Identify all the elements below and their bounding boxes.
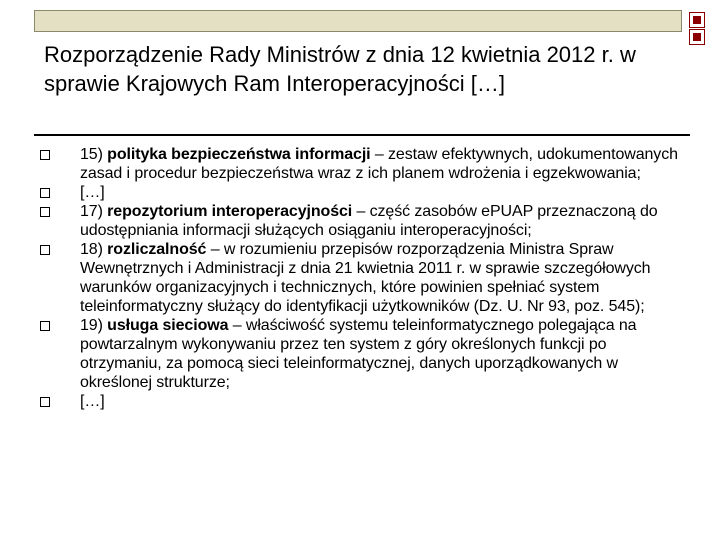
slide-title: Rozporządzenie Rady Ministrów z dnia 12 kwietnia 2012 r. w sprawie Krajowych Ram Interoperacyjności […] [44,42,636,96]
item-number: 18) [80,241,108,258]
square-bullet-icon [40,150,50,160]
item-number: 17) [80,203,108,220]
list-item [30,145,690,183]
definitions-list [30,145,690,411]
item-term: repozytorium interoperacyjności [107,203,353,220]
decorative-square-bottom [689,29,705,45]
title-divider [34,134,690,136]
list-item [30,202,690,240]
item-text: – część zasobów ePUAP przeznaczoną do udostępniania informacji służących osiąganiu interoperacyjności; [80,203,658,239]
item-term: usługa sieciowa [107,317,229,334]
list-item [30,183,690,202]
item-text: – zestaw efektywnych, udokumentowanych zasad i procedur bezpieczeństwa wraz z ich planem wdrożenia i egzekwowania; [80,146,678,182]
square-bullet-icon [40,188,50,198]
square-bullet-icon [40,207,50,217]
header-bar [34,10,682,32]
item-term: polityka bezpieczeństwa informacji [107,146,371,163]
square-bullet-icon [40,397,50,407]
list-item [30,392,690,411]
item-text: […] [80,393,105,410]
decorative-square-top [689,12,705,28]
item-term: rozliczalność [107,241,207,258]
square-bullet-icon [40,245,50,255]
list-item [30,240,690,316]
list-item [30,316,690,392]
item-text: – w rozumieniu przepisów rozporządzenia Ministra Spraw Wewnętrznych i Administracji z dnia 21 kwietnia 2011 r. w sprawie szczegółowych warunków organizacyjnych i technicznych, które powinien spełniać system teleinformatyczny służący do identyfikacji użytkowników (Dz. U. Nr 93, poz. 545); [80,241,651,315]
item-number: 19) [80,317,108,334]
square-bullet-icon [40,321,50,331]
item-text: […] [80,184,105,201]
item-number: 15) [80,146,108,163]
item-text: – właściwość systemu teleinformatycznego polegająca na powtarzalnym wykonywaniu przez ten system z góry określonych funkcji po otrzymaniu, za pomocą sieci teleinformatycznej, danych uporządkowanych w określonej strukturze; [80,317,637,391]
